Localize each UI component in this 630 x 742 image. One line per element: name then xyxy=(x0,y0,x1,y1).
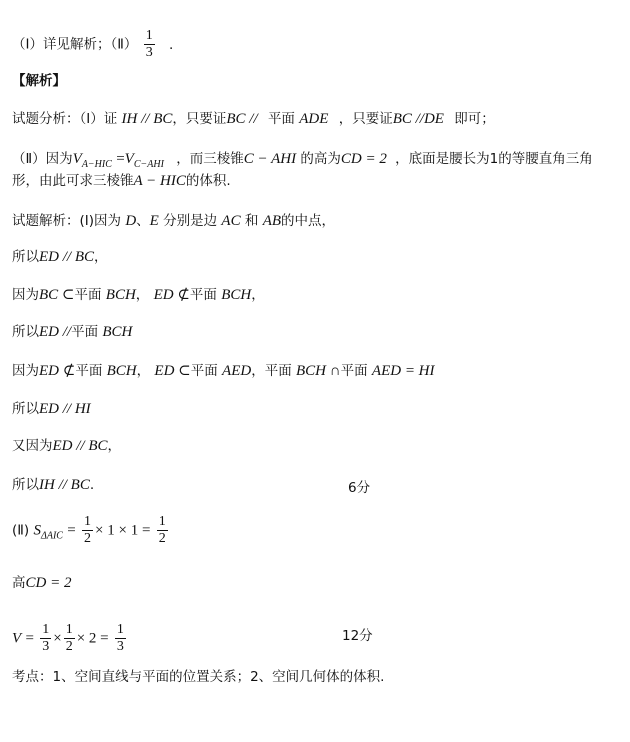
math-expr: ED ⊄ xyxy=(39,363,76,379)
fraction: $\frac{1}{3}$ xyxy=(116,622,124,654)
analysis-text: 形，由此可求三棱锥 xyxy=(12,173,134,189)
math-expr: CD = 2 xyxy=(25,575,72,591)
math-expr: = xyxy=(67,522,76,539)
solution-text: ， xyxy=(135,287,150,303)
solution-text: 所以 xyxy=(12,477,39,493)
solution-text: 和 xyxy=(244,213,259,229)
solution-text: 高 xyxy=(12,575,26,591)
solution-line-5 xyxy=(12,362,435,380)
math-expr: ED // BC xyxy=(52,438,108,454)
solution-text: 因为 xyxy=(12,287,39,303)
answer-fraction: $\frac{1}{3}$ xyxy=(145,28,153,60)
solution-text: 平面 xyxy=(189,287,217,303)
math-expr: = xyxy=(116,151,125,167)
math-expr: IH // BC xyxy=(121,111,173,127)
math-expr: E xyxy=(149,213,159,229)
solution-text: 平面 xyxy=(74,287,102,303)
math-expr: V xyxy=(124,151,134,167)
math-expr: × 1 × 1 = xyxy=(95,522,151,539)
solution-text: (Ⅱ) xyxy=(12,522,30,539)
solution-line-11 xyxy=(12,622,128,655)
solution-text: 因为 xyxy=(12,363,39,379)
solution-text: 平面 xyxy=(190,363,218,379)
score-label: 12分 xyxy=(342,628,373,644)
fraction: $\frac{1}{2}$ xyxy=(65,622,73,654)
solution-text: 所以 xyxy=(12,249,39,265)
analysis-part2-line1 xyxy=(12,150,593,174)
math-expr: AC xyxy=(221,213,241,229)
math-expr: ED // xyxy=(39,324,72,340)
solution-line-6 xyxy=(12,400,91,418)
answer-end: . xyxy=(168,36,174,53)
solution-label: 试题解析：(Ⅰ)因为 xyxy=(12,213,122,229)
solution-text: 又因为 xyxy=(12,438,53,454)
math-expr: BCH ∩ xyxy=(296,363,341,379)
fraction: $\frac{1}{2}$ xyxy=(84,514,92,546)
math-expr: × xyxy=(53,630,62,647)
answer-part2-label: （Ⅱ） xyxy=(110,36,138,53)
solution-text: ， xyxy=(107,438,121,454)
solution-line-9 xyxy=(12,514,170,547)
solution-line-8 xyxy=(12,476,94,494)
analysis-text: ，只要证 xyxy=(172,111,227,127)
answer-part1-text: 详见解析； xyxy=(42,36,111,53)
solution-text: 的中点， xyxy=(281,213,336,229)
math-expr: AED xyxy=(222,363,252,379)
analysis-text: （Ⅰ）证 xyxy=(79,111,118,127)
math-expr: V xyxy=(72,151,82,167)
math-expr: V xyxy=(12,630,22,647)
analysis-text: （Ⅱ）因为 xyxy=(12,151,73,167)
analysis-text: ，只要证 xyxy=(338,111,393,127)
section-title: 【解析】 xyxy=(12,73,66,89)
fraction: $\frac{1}{2}$ xyxy=(158,514,166,546)
analysis-label: 试题分析： xyxy=(12,111,80,127)
fraction: $\frac{1}{3}$ xyxy=(42,622,50,654)
math-subscript: C−AHI xyxy=(133,159,164,170)
solution-text: ，平面 xyxy=(251,363,292,379)
math-expr: A − HIC xyxy=(133,173,186,189)
math-expr: ADE xyxy=(299,111,329,127)
math-expr: AB xyxy=(262,213,282,229)
math-expr: D xyxy=(125,213,137,229)
analysis-text: 的高为 xyxy=(300,151,341,167)
solution-text: 平面 xyxy=(71,324,99,340)
solution-line-2 xyxy=(12,248,108,266)
math-expr: ED // BC xyxy=(39,249,94,265)
footer-topics: 考点：1、空间直线与平面的位置关系；2、空间几何体的体积. xyxy=(12,669,385,685)
solution-text: ， xyxy=(136,363,151,379)
math-expr: BCH xyxy=(106,363,137,379)
math-expr: BC //DE xyxy=(392,111,444,127)
math-expr: BCH xyxy=(221,287,252,303)
math-expr: ED // HI xyxy=(39,401,91,417)
solution-text: 所以 xyxy=(12,401,39,417)
analysis-text: ，底面是腰长为1的等腰直角三角 xyxy=(395,151,593,167)
analysis-part2-line2 xyxy=(12,172,231,190)
solution-line-7 xyxy=(12,437,121,455)
math-expr: IH // BC xyxy=(39,477,90,493)
solution-line-3 xyxy=(12,286,265,304)
math-expr: × 2 = xyxy=(76,630,109,647)
math-subscript: ΔAIC xyxy=(40,530,63,542)
solution-text: 、 xyxy=(136,213,150,229)
math-expr: BC // xyxy=(226,111,258,127)
math-expr: AED = HI xyxy=(371,363,435,379)
solution-text: ， xyxy=(251,287,265,303)
math-expr: BCH xyxy=(105,287,136,303)
analysis-text: ，而三棱锥 xyxy=(176,151,244,167)
analysis-text: 的体积. xyxy=(185,173,231,189)
answer-part1-label: （Ⅰ） xyxy=(12,36,43,53)
solution-line-4 xyxy=(12,323,132,341)
math-expr: = xyxy=(25,630,34,647)
answer-line xyxy=(12,28,173,61)
solution-line-10 xyxy=(12,574,71,592)
analysis-text: 平面 xyxy=(267,111,295,127)
solution-text: 分别是边 xyxy=(163,213,218,229)
solution-text: . xyxy=(89,477,95,493)
math-expr: ED ⊄ xyxy=(153,287,190,303)
math-expr: BCH xyxy=(102,324,133,340)
math-subscript: A−HIC xyxy=(81,159,112,170)
math-expr: C − AHI xyxy=(243,151,297,167)
math-expr: CD = 2 xyxy=(340,151,387,167)
math-expr: BC ⊂ xyxy=(39,287,75,303)
solution-text: 平面 xyxy=(340,363,368,379)
math-expr: S xyxy=(33,522,41,539)
analysis-text: 即可； xyxy=(454,111,495,127)
solution-text: ， xyxy=(94,249,108,265)
solution-line-1 xyxy=(12,212,335,230)
math-expr: ED ⊂ xyxy=(154,363,191,379)
score-label: 6分 xyxy=(348,480,371,496)
solution-text: 所以 xyxy=(12,324,39,340)
analysis-part1 xyxy=(12,110,495,128)
solution-text: 平面 xyxy=(75,363,103,379)
